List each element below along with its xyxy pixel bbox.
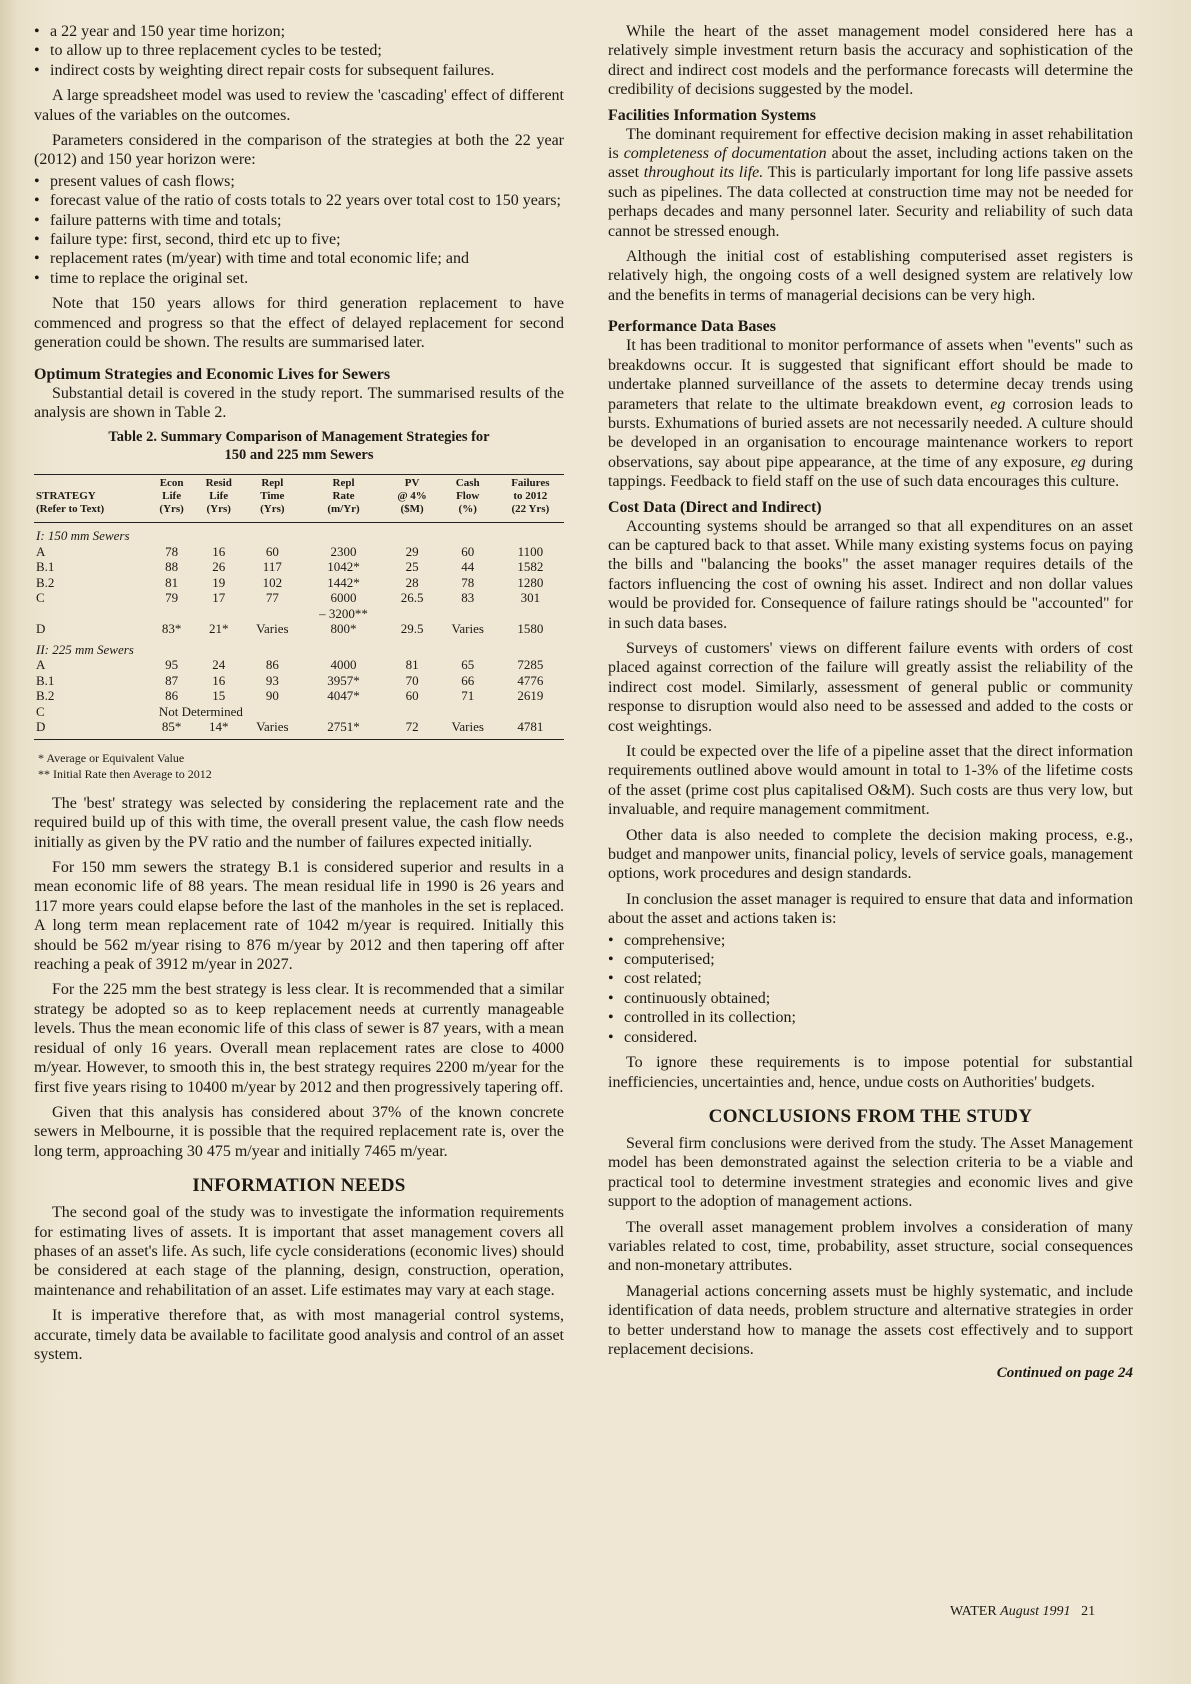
list-item: • forecast value of the ratio of costs totals to 22 years over total cost to 150 years; [34,191,564,210]
list-item: • to allow up to three replacement cycles to be tested; [34,41,564,60]
paragraph: It could be expected over the life of a pipeline asset that the direct information requirements outlined above would amount in total to 1-3% of the lifetime costs of the asset (prime cost plus capitalised O&M). Such costs are thus very low, but invaluable, and require management commitment. [608,743,1133,819]
column-header-strategy: STRATEGY (Refer to Text) [36,490,105,516]
subheading-facilities-information-systems: Facilities Information Systems [608,106,816,124]
requirements-bullet-list [608,931,1133,1047]
paragraph: In conclusion the asset manager is required to ensure that data and information about the asset and actions taken is: [608,890,1133,928]
paragraph: Substantial detail is covered in the study report. The summarised results of the analysis are shown in Table 2. [34,384,564,421]
page-footer [950,1604,1095,1620]
horizon-bullet-list [34,22,564,80]
paragraph: Note that 150 years allows for third generation replacement to have commenced and progress so that the effect of delayed replacement for second generation could be shown. The results are summarised later. [34,295,564,352]
section-heading-information-needs: INFORMATION NEEDS [192,1175,406,1197]
paragraph: The dominant requirement for effective decision making in asset rehabilitation is completeness of documentation about the asset, including actions taken on the asset throughout its life. This is particularly important for long life passive assets such as pipelines. The data collected at construction time may not be needed for perhaps decades and many personnel later. Security and reliability of such data cannot be stressed enough. [608,125,1134,240]
group-label-150mm: I: 150 mm Sewers [36,528,130,544]
table-caption-line: Table 2. Summary Comparison of Management Strategies for [108,429,490,446]
paragraph: For the 225 mm the best strategy is less clear. It is recommended that a similar strategy be adopted so as to keep replacement needs at currently manageable levels. Thus the mean economic life of this class of sewer is 87 years, with a mean residual of only 16 years. Overall mean replacement rates are close to 4000 m/year. However, to smooth this in, the best strategy requires 2200 m/year for the first five years rising to 10400 m/year by 2012 and then progressively tapering off. [34,981,564,1096]
table-header-row [34,475,564,523]
column-header-repl-rate: Repl Rate (m/Yr) [327,477,360,516]
not-determined-cell: Not Determined [158,703,243,719]
paragraph: Other data is also needed to complete the decision making process, e.g., budget and manpower units, financial policy, levels of service goals, management options, work procedures and design standards. [608,826,1133,883]
paragraph: While the heart of the asset management model considered here has a relatively simple investment return basis the accuracy and sophistication of the direct and indirect cost models and the performance forecasts will determine the credibility of decisions suggested by the model. [608,23,1133,99]
list-item: • continuously obtained; [608,989,1133,1008]
list-item: • indirect costs by weighting direct repair costs for subsequent failures. [34,61,564,80]
paragraph: Surveys of customers' views on different failure events with orders of cost placed against correction of the failure will greatly assist the reliability of the indirect cost model. Similarly, assessment of general public or community response to disruption would also need to be assessed and added to the costs or cost weightings. [608,639,1133,735]
paragraph: To ignore these requirements is to impose potential for substantial inefficiencies, uncertainties and, hence, undue costs on Authorities' budgets. [608,1054,1133,1091]
table-row: B.2 81 19 102 1442* 28 78 1280 [36,574,544,590]
list-item: • replacement rates (m/year) with time and total economic life; and [34,249,564,268]
issue-date: August 1991 [1000,1604,1071,1619]
table-row: B.1 87 16 93 3957* 70 66 4776 [36,672,544,688]
list-item: • computerised; [608,950,1133,969]
continued-on-page-note: Continued on page 24 [996,1365,1133,1382]
list-item: • considered. [608,1028,1133,1047]
group-label-225mm: II: 225 mm Sewers [36,641,134,657]
paragraph: Given that this analysis has considered about 37% of the known concrete sewers in Melbourne, it is possible that the required replacement rate is, over the long term, approaching 30 475 m/year and initially 7465 m/year. [34,1103,564,1160]
journal-name: WATER [950,1604,997,1619]
paragraph: A large spreadsheet model was used to review the 'cascading' effect of different values of the variables on the outcomes. [34,87,564,124]
paragraph: It has been traditional to monitor performance of assets when "events" such as breakdowns occur. It is suggested that significant effort should be made to undertake planned surveillance of the assets to determine decay trends using parameters that relate to the ultimate breakdown event, eg corrosion leads to bursts. Exhumations of buried assets are not necessarily needed. A culture should be developed in an organisation to encourage maintenance workers to report observations, say about pipe appearance, at the time of any exposure, eg during tappings. Feedback to field staff on the use of such data encourages this culture. [608,337,1134,491]
table-row: B.2 86 15 90 4047* 60 71 2619 [36,688,544,704]
paragraph: Accounting systems should be arranged so that all expenditures on an asset can be captured back to that asset. While many existing systems focus on paying the bills and "balancing the books" the asset manager requires details of the factors influencing the cost of owning his asset. Indirect and non dollar values would be provided for. Consequence of failure ratings should be "accounted" for in such data bases. [608,517,1133,632]
list-item: • comprehensive; [608,931,1133,950]
subheading-cost-data: Cost Data (Direct and Indirect) [608,498,822,516]
paragraph: The second goal of the study was to investigate the information requirements for estimating lives of assets. It is important that asset management covers all phases of an asset's life. As such, life cycle considerations (economic lives) should be considered at each stage of the planning, design, construction, operation, maintenance and rehabilitation of an asset. Life estimates may vary at each stage. [34,1204,564,1299]
column-header-resid-life: Resid Life (Yrs) [205,477,232,516]
page-number: 21 [1081,1604,1096,1619]
table-row: – 3200** [319,605,368,621]
paragraph: The 'best' strategy was selected by considering the replacement rate and the required build up of this with time, the overall present value, the cash flow needs initially as given by the PV ratio and the number of failures expected initially. [34,794,564,851]
table-caption [34,428,564,464]
paragraph: It is imperative therefore that, as with most managerial control systems, accurate, timely data be available to facilitate good analysis and control of an asset system. [34,1307,564,1363]
right-column [608,22,1133,1382]
list-item: • controlled in its collection; [608,1008,1133,1027]
list-item: • present values of cash flows; [34,172,564,191]
subheading-optimum-strategies: Optimum Strategies and Economic Lives for Sewers [34,365,391,383]
list-item: • failure patterns with time and totals; [34,211,564,230]
footnote: ** Initial Rate then Average to 2012 [38,766,212,781]
strategy-comparison-table [34,474,564,740]
table-row: D 83* 21* Varies 800* 29.5 Varies 1580 [36,621,544,637]
paragraph: The overall asset management problem involves a consideration of many variables related to cost, time, probability, asset structure, social consequences and non-monetary attributes. [608,1218,1133,1275]
table-footnotes [38,750,564,782]
table-group-row [34,523,564,544]
paragraph: Although the initial cost of establishing computerised asset registers is relatively high, the ongoing costs of a well designed system are relatively low and the benefits in terms of managerial decisions can be very high. [608,248,1133,304]
table-row: D 85* 14* Varies 2751* 72 Varies 4781 [34,719,564,739]
footnote: * Average or Equivalent Value [38,750,185,765]
table-row: A 95 24 86 4000 81 65 7285 [36,657,544,673]
paragraph: Managerial actions concerning assets must be highly systematic, and include identification of data needs, problem structure and alternative strategies in order to better understand how to manage the assets cost effectively and to support replacement decisions. [608,1282,1133,1358]
column-header-pv: PV @ 4% ($M) [397,477,427,516]
section-heading-conclusions: CONCLUSIONS FROM THE STUDY [708,1105,1033,1127]
left-column [34,22,564,1370]
parameters-bullet-list [34,172,564,288]
subheading-performance-data-bases: Performance Data Bases [608,318,776,336]
table-row: B.1 88 26 117 1042* 25 44 1582 [36,559,544,575]
column-header-repl-time: Repl Time (Yrs) [260,477,285,516]
list-item: • failure type: first, second, third etc up to five; [34,230,564,249]
table-group-row [34,637,564,658]
table-caption-line: 150 and 225 mm Sewers [224,447,374,464]
column-header-cash-flow: Cash Flow (%) [455,477,480,516]
list-item: • time to replace the original set. [34,269,564,288]
paragraph: Parameters considered in the comparison of the strategies at both the 22 year (2012) and 150 year horizon were: [34,132,564,169]
paragraph: For 150 mm sewers the strategy B.1 is considered superior and results in a mean economic life of 88 years. The mean residual life in 1990 is 26 years and 117 more years could elapse before the last of the manholes in the set is replaced. A long term mean replacement rate of 1042 m/year is required. Initially this should be 562 m/year rising to 876 m/year by 2012 and then tapering off after reaching a peak of 3912 m/year in 2027. [34,859,564,974]
list-item: • cost related; [608,969,1133,988]
list-item: • a 22 year and 150 year time horizon; [34,22,564,41]
column-header-econ-life: Econ Life (Yrs) [159,477,184,516]
table-row: C Not Determined [34,704,564,720]
paragraph: Several firm conclusions were derived from the study. The Asset Management model has been demonstrated against the selection criteria to be a viable and practical tool to determine investment strategies and economic lives and give support to the adoption of management actions. [608,1134,1133,1211]
table-row: A 78 16 60 2300 29 60 1100 [36,543,544,559]
column-header-failures: Failures to 2012 (22 Yrs) [511,477,550,516]
table-row: C 79 17 77 6000 26.5 83 301 [36,590,541,606]
